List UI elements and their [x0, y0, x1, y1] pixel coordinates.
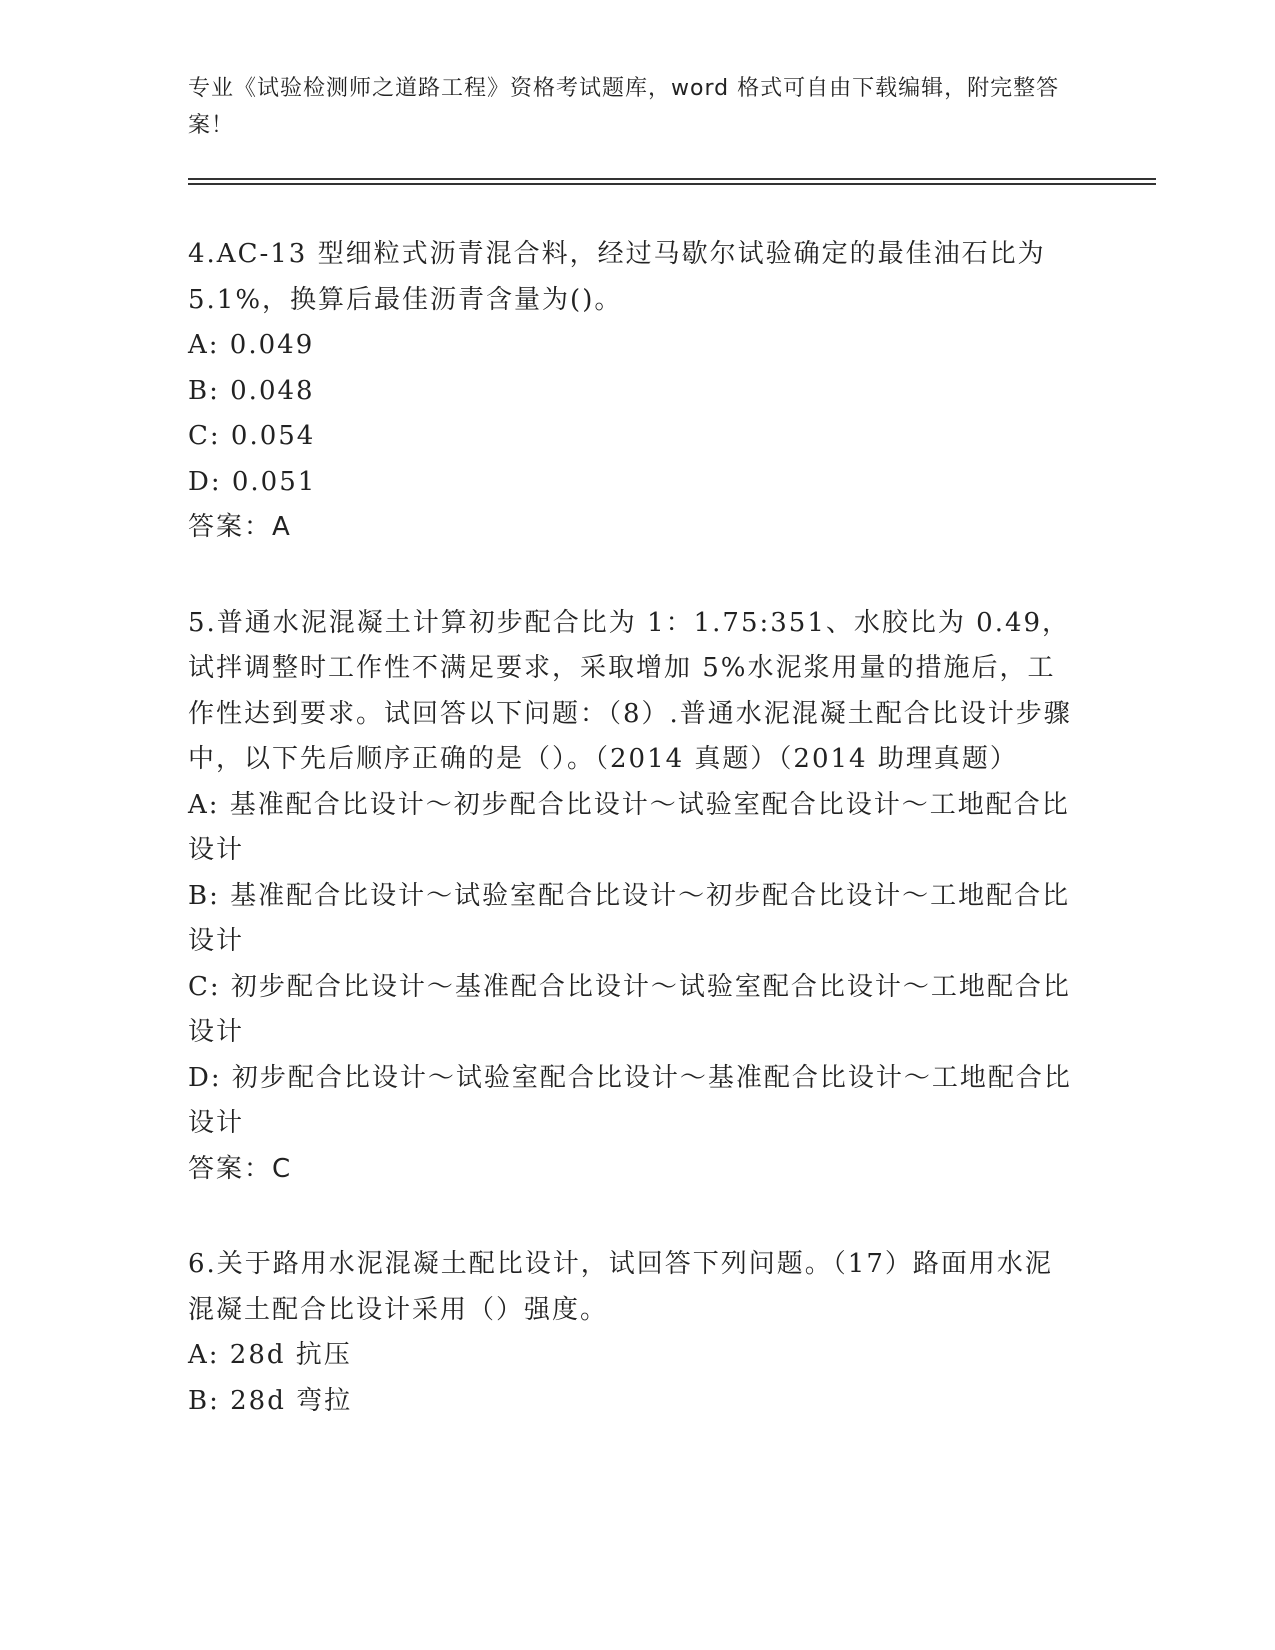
- question-5: [188, 601, 1078, 1193]
- header-divider-top: [188, 178, 1156, 180]
- option-d: D: 0.051: [188, 466, 317, 497]
- question-text: 4.AC-13 型细粒式沥青混合料，经过马歇尔试验确定的最佳油石比为 5.1%，换算后最佳沥青含量为()。: [188, 239, 1046, 315]
- option-c: C: 0.054: [188, 421, 316, 451]
- option-b: B: 28d 弯拉: [188, 1385, 353, 1416]
- document-header: 专业《试验检测师之道路工程》资格考试题库，word 格式可自由下载编辑，附完整答案！: [188, 76, 1060, 138]
- question-6: [188, 1242, 1078, 1424]
- question-text: 6.关于路用水泥混凝土配比设计，试回答下列问题。（17）路面用水泥混凝土配合比设计采用（）强度。: [188, 1249, 1053, 1325]
- header-divider-bottom: [188, 183, 1156, 185]
- option-a: A: 28d 抗压: [188, 1340, 352, 1370]
- question-text: 5.普通水泥混凝土计算初步配合比为 1：1.75:351、水胶比为 0.49，试拌调整时工作性不满足要求，采取增加 5%水泥浆用量的措施后，工作性达到要求。试回答以下问题：（8）.普通水泥混凝土配合比设计步骤中，以下先后顺序正确的是（）。（2014 真题）（2014 助理真题）: [188, 607, 1072, 774]
- option-b: B: 基准配合比设计～试验室配合比设计～初步配合比设计～工地配合比设计: [188, 880, 1071, 956]
- question-list: [188, 232, 1078, 1474]
- answer-line: 答案：A: [188, 512, 292, 542]
- option-c: C: 初步配合比设计～基准配合比设计～试验室配合比设计～工地配合比设计: [188, 971, 1071, 1047]
- option-d: D: 初步配合比设计～试验室配合比设计～基准配合比设计～工地配合比设计: [188, 1062, 1072, 1138]
- answer-line: 答案：C: [188, 1153, 293, 1184]
- option-a: A: 0.049: [188, 330, 315, 360]
- option-a: A: 基准配合比设计～初步配合比设计～试验室配合比设计～工地配合比设计: [188, 789, 1070, 865]
- option-b: B: 0.048: [188, 375, 315, 406]
- question-4: [188, 232, 1078, 551]
